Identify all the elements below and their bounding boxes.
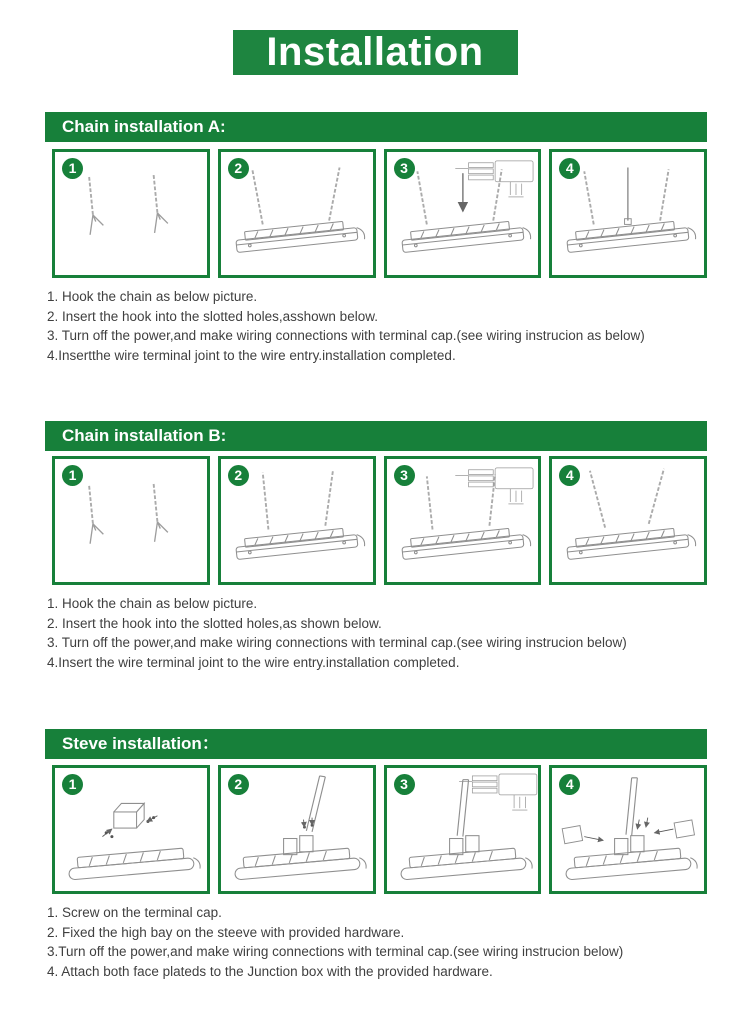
- section-heading: Steve installation：: [45, 729, 707, 759]
- page-title: Installation: [233, 30, 518, 75]
- step-badge: 3: [394, 774, 415, 795]
- figure-fixture-installed: [549, 456, 707, 585]
- instruction-line: 3. Turn off the power,and make wiring connections with terminal cap.(see wiring instrucion as below): [47, 328, 645, 343]
- section-steve-installation: [0, 729, 750, 981]
- step-badge: 1: [62, 465, 83, 486]
- instruction-line: 4.Insertthe wire terminal joint to the wire entry.installation completed.: [47, 347, 456, 363]
- section-heading: Chain installation B:: [45, 421, 707, 451]
- figure-row: [52, 456, 707, 585]
- step-badge: 1: [62, 774, 83, 795]
- figure-fixture-hung-on-chains: [218, 149, 376, 278]
- figure-wire-inserted: [549, 149, 707, 278]
- step-badge: 3: [394, 158, 415, 179]
- figure-wiring-connection: [384, 149, 542, 278]
- figure-wiring-connection: [384, 456, 542, 585]
- figure-hook-chains: [52, 456, 210, 585]
- section-chain-installation-b: [0, 421, 750, 672]
- section-heading: Chain installation A:: [45, 112, 707, 142]
- step-badge: 1: [62, 158, 83, 179]
- step-badge: 4: [559, 158, 580, 179]
- figure-steeve-pole-mount: [218, 765, 376, 894]
- step-badge: 2: [228, 465, 249, 486]
- instruction-line: 1. Hook the chain as below picture.: [47, 289, 258, 304]
- figure-hook-chains: [52, 149, 210, 278]
- section-chain-installation-a: [0, 112, 750, 365]
- step-badge: 4: [559, 465, 580, 486]
- instruction-line: 1. Screw on the terminal cap.: [47, 905, 222, 920]
- figure-row: [52, 149, 707, 278]
- instruction-line: 2. Fixed the high bay on the steeve with provided hardware.: [47, 924, 405, 940]
- step-badge: 4: [559, 774, 580, 795]
- step-badge: 2: [228, 774, 249, 795]
- instruction-line: 3. Turn off the power,and make wiring connections with terminal cap.(see wiring instrucion below): [47, 635, 627, 650]
- instructions-list: [47, 594, 750, 672]
- instruction-line: 2. Insert the hook into the slotted holes,asshown below.: [47, 308, 378, 324]
- instruction-line: 3.Turn off the power,and make wiring connections with terminal cap.(see wiring instrucion below): [47, 944, 624, 959]
- figure-face-plates-attach: [549, 765, 707, 894]
- figure-terminal-cap-screws: [52, 765, 210, 894]
- figure-row: [52, 765, 707, 894]
- figure-fixture-hung-on-chains: [218, 456, 376, 585]
- figure-wiring-connection: [384, 765, 542, 894]
- instructions-list: [47, 903, 750, 981]
- instruction-line: 2. Insert the hook into the slotted holes,as shown below.: [47, 615, 382, 631]
- instructions-list: [47, 287, 750, 365]
- step-badge: 2: [228, 158, 249, 179]
- instruction-line: 4. Attach both face plateds to the Junction box with the provided hardware.: [47, 963, 493, 979]
- instruction-line: 4.Insert the wire terminal joint to the wire entry.installation completed.: [47, 654, 460, 670]
- instruction-line: 1. Hook the chain as below picture.: [47, 596, 258, 611]
- step-badge: 3: [394, 465, 415, 486]
